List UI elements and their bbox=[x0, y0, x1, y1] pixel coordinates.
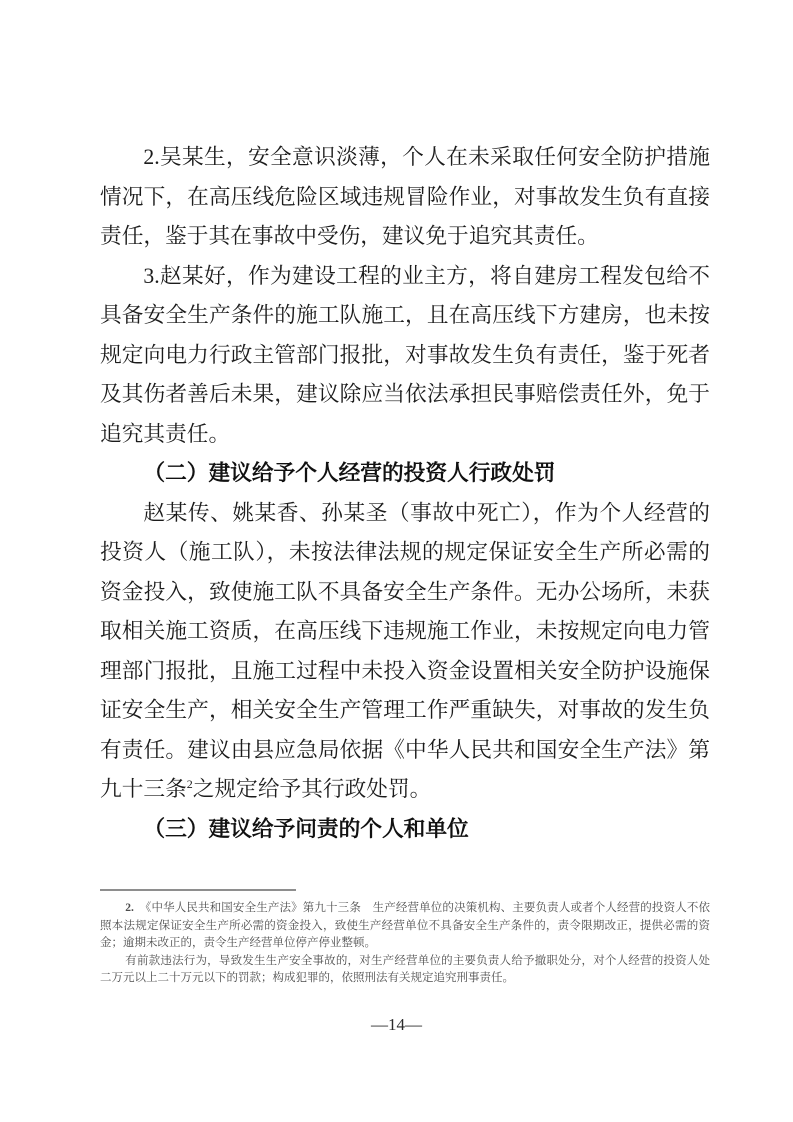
section-heading-accountability: （三）建议给予问责的个人和单位 bbox=[143, 816, 469, 841]
paragraph-wu-responsibility: 2.吴某生，安全意识淡薄，个人在未采取任何安全防护措施情况下，在高压线危险区域违规冒险作业，对事故发生负有直接责任，鉴于其在事故中受伤，建议免于追究其责任。 bbox=[100, 145, 710, 248]
footnote-area bbox=[100, 889, 710, 988]
section-heading-admin-penalty: （二）建议给予个人经营的投资人行政处罚 bbox=[143, 461, 556, 485]
footnote-paragraph-penalty-clause: 有前款违法行为，导致发生生产安全事故的，对生产经营单位的主要负责人给予撤职处分，对个人经营的投资人处二万元以上二十万元以下的罚款；构成犯罪的，依照刑法有关规定追究刑事责任。 bbox=[100, 954, 710, 984]
footnote-paragraph-law-article bbox=[100, 900, 710, 953]
document-body bbox=[100, 138, 710, 849]
paragraph-zhao-responsibility: 3.赵某好，作为建设工程的业主方，将自建房工程发包给不具备安全生产条件的施工队施工，且在高压线下方建房，也未按规定向电力行政主管部门报批，对事故发生负有责任，鉴于死者及其伤者善后未果，建议除应当依法承担民事赔偿责任外，免于追究其责任。 bbox=[100, 263, 710, 446]
footnote-divider bbox=[100, 889, 296, 891]
paragraph-investors-text-before: 赵某传、姚某香、孙某圣（事故中死亡），作为个人经营的投资人（施工队），未按法律法规的规定保证安全生产所必需的资金投入，致使施工队不具备安全生产条件。无办公场所，未获取相关施工资质，在高压线下违规施工作业，未按规定向电力管理部门报批，且施工过程中未投入资金设置相关安全防护设施保证安全生产，相关安全生产管理工作严重缺失，对事故的发生负有责任。建议由县应急局依据《中华人民共和国安全生产法》第九十三条 bbox=[100, 500, 710, 801]
footnote-marker: 2. bbox=[125, 902, 134, 914]
page-number: —14— bbox=[371, 1015, 422, 1034]
footnote-reference-superscript: 2 bbox=[186, 776, 193, 791]
footnote-text-law-article: 《中华人民共和国安全生产法》第九十三条 生产经营单位的决策机构、主要负责人或者个人经营的投资人不依照本法规定保证安全生产所必需的资金投入，致使生产经营单位不具备安全生产条件的，责令限期改正，提供必需的资金；逾期未改正的，责令生产经营单位停产停业整顿。 bbox=[100, 902, 710, 949]
paragraph-investors-text-after: 之规定给予其行政处罚。 bbox=[192, 777, 432, 801]
paragraph-investors-penalty bbox=[100, 494, 710, 810]
